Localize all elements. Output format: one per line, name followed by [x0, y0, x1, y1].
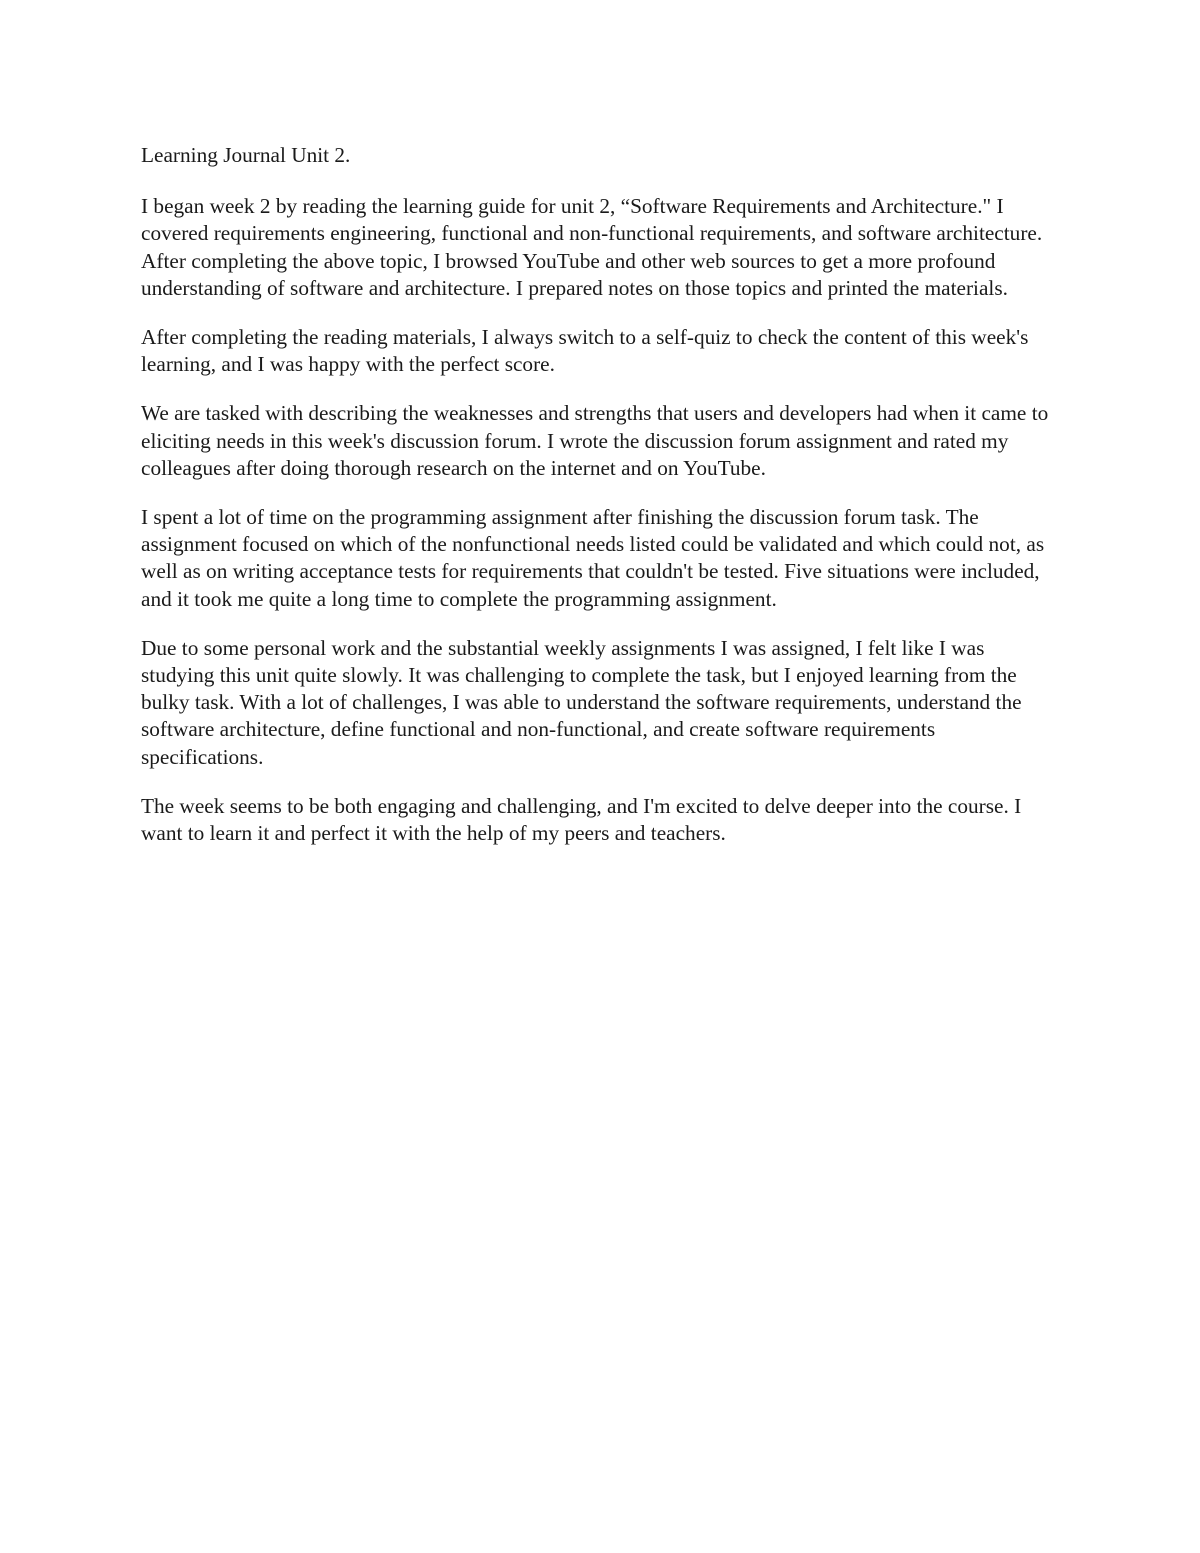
paragraph-conclusion: The week seems to be both engaging and challenging, and I'm excited to delve deeper into the course. I want to learn it and perfect it with the help of my peers and teachers.: [141, 793, 1022, 846]
paragraph-challenges: Due to some personal work and the substantial weekly assignments I was assigned, I felt like I was studying this unit quite slowly. It was challenging to complete the task, but I enjoyed learning from the bulky task. With a lot of challenges, I was able to understand the software requirements, understand the software architecture, define functional and non-functional, and create software requirements specifications.: [141, 635, 1022, 769]
paragraph-discussion-forum: We are tasked with describing the weaknesses and strengths that users and developers had when it came to eliciting needs in this week's discussion forum. I wrote the discussion forum assignment and rated my colleagues after doing thorough research on the internet and on YouTube.: [141, 401, 1049, 480]
paragraph-week-start: I began week 2 by reading the learning guide for unit 2, “Software Requirements and Architecture." I covered requirements engineering, functional and non-functional requirements, and software architecture. After completing the above topic, I browsed YouTube and other web sources to get a more profound understanding of software and architecture. I prepared notes on those topics and printed the materials.: [141, 194, 1043, 300]
document-body: [141, 142, 1061, 869]
document-title: Learning Journal Unit 2.: [141, 143, 351, 167]
paragraph-self-quiz: After completing the reading materials, I always switch to a self-quiz to check the content of this week's learning, and I was happy with the perfect score.: [141, 325, 1029, 377]
paragraph-programming-assignment: I spent a lot of time on the programming assignment after finishing the discussion forum task. The assignment focused on which of the nonfunctional needs listed could be validated and which could not, as well as on writing acceptance tests for requirements that couldn't be tested. Five situations were included, and it took me quite a long time to complete the programming assignment.: [141, 505, 1045, 611]
